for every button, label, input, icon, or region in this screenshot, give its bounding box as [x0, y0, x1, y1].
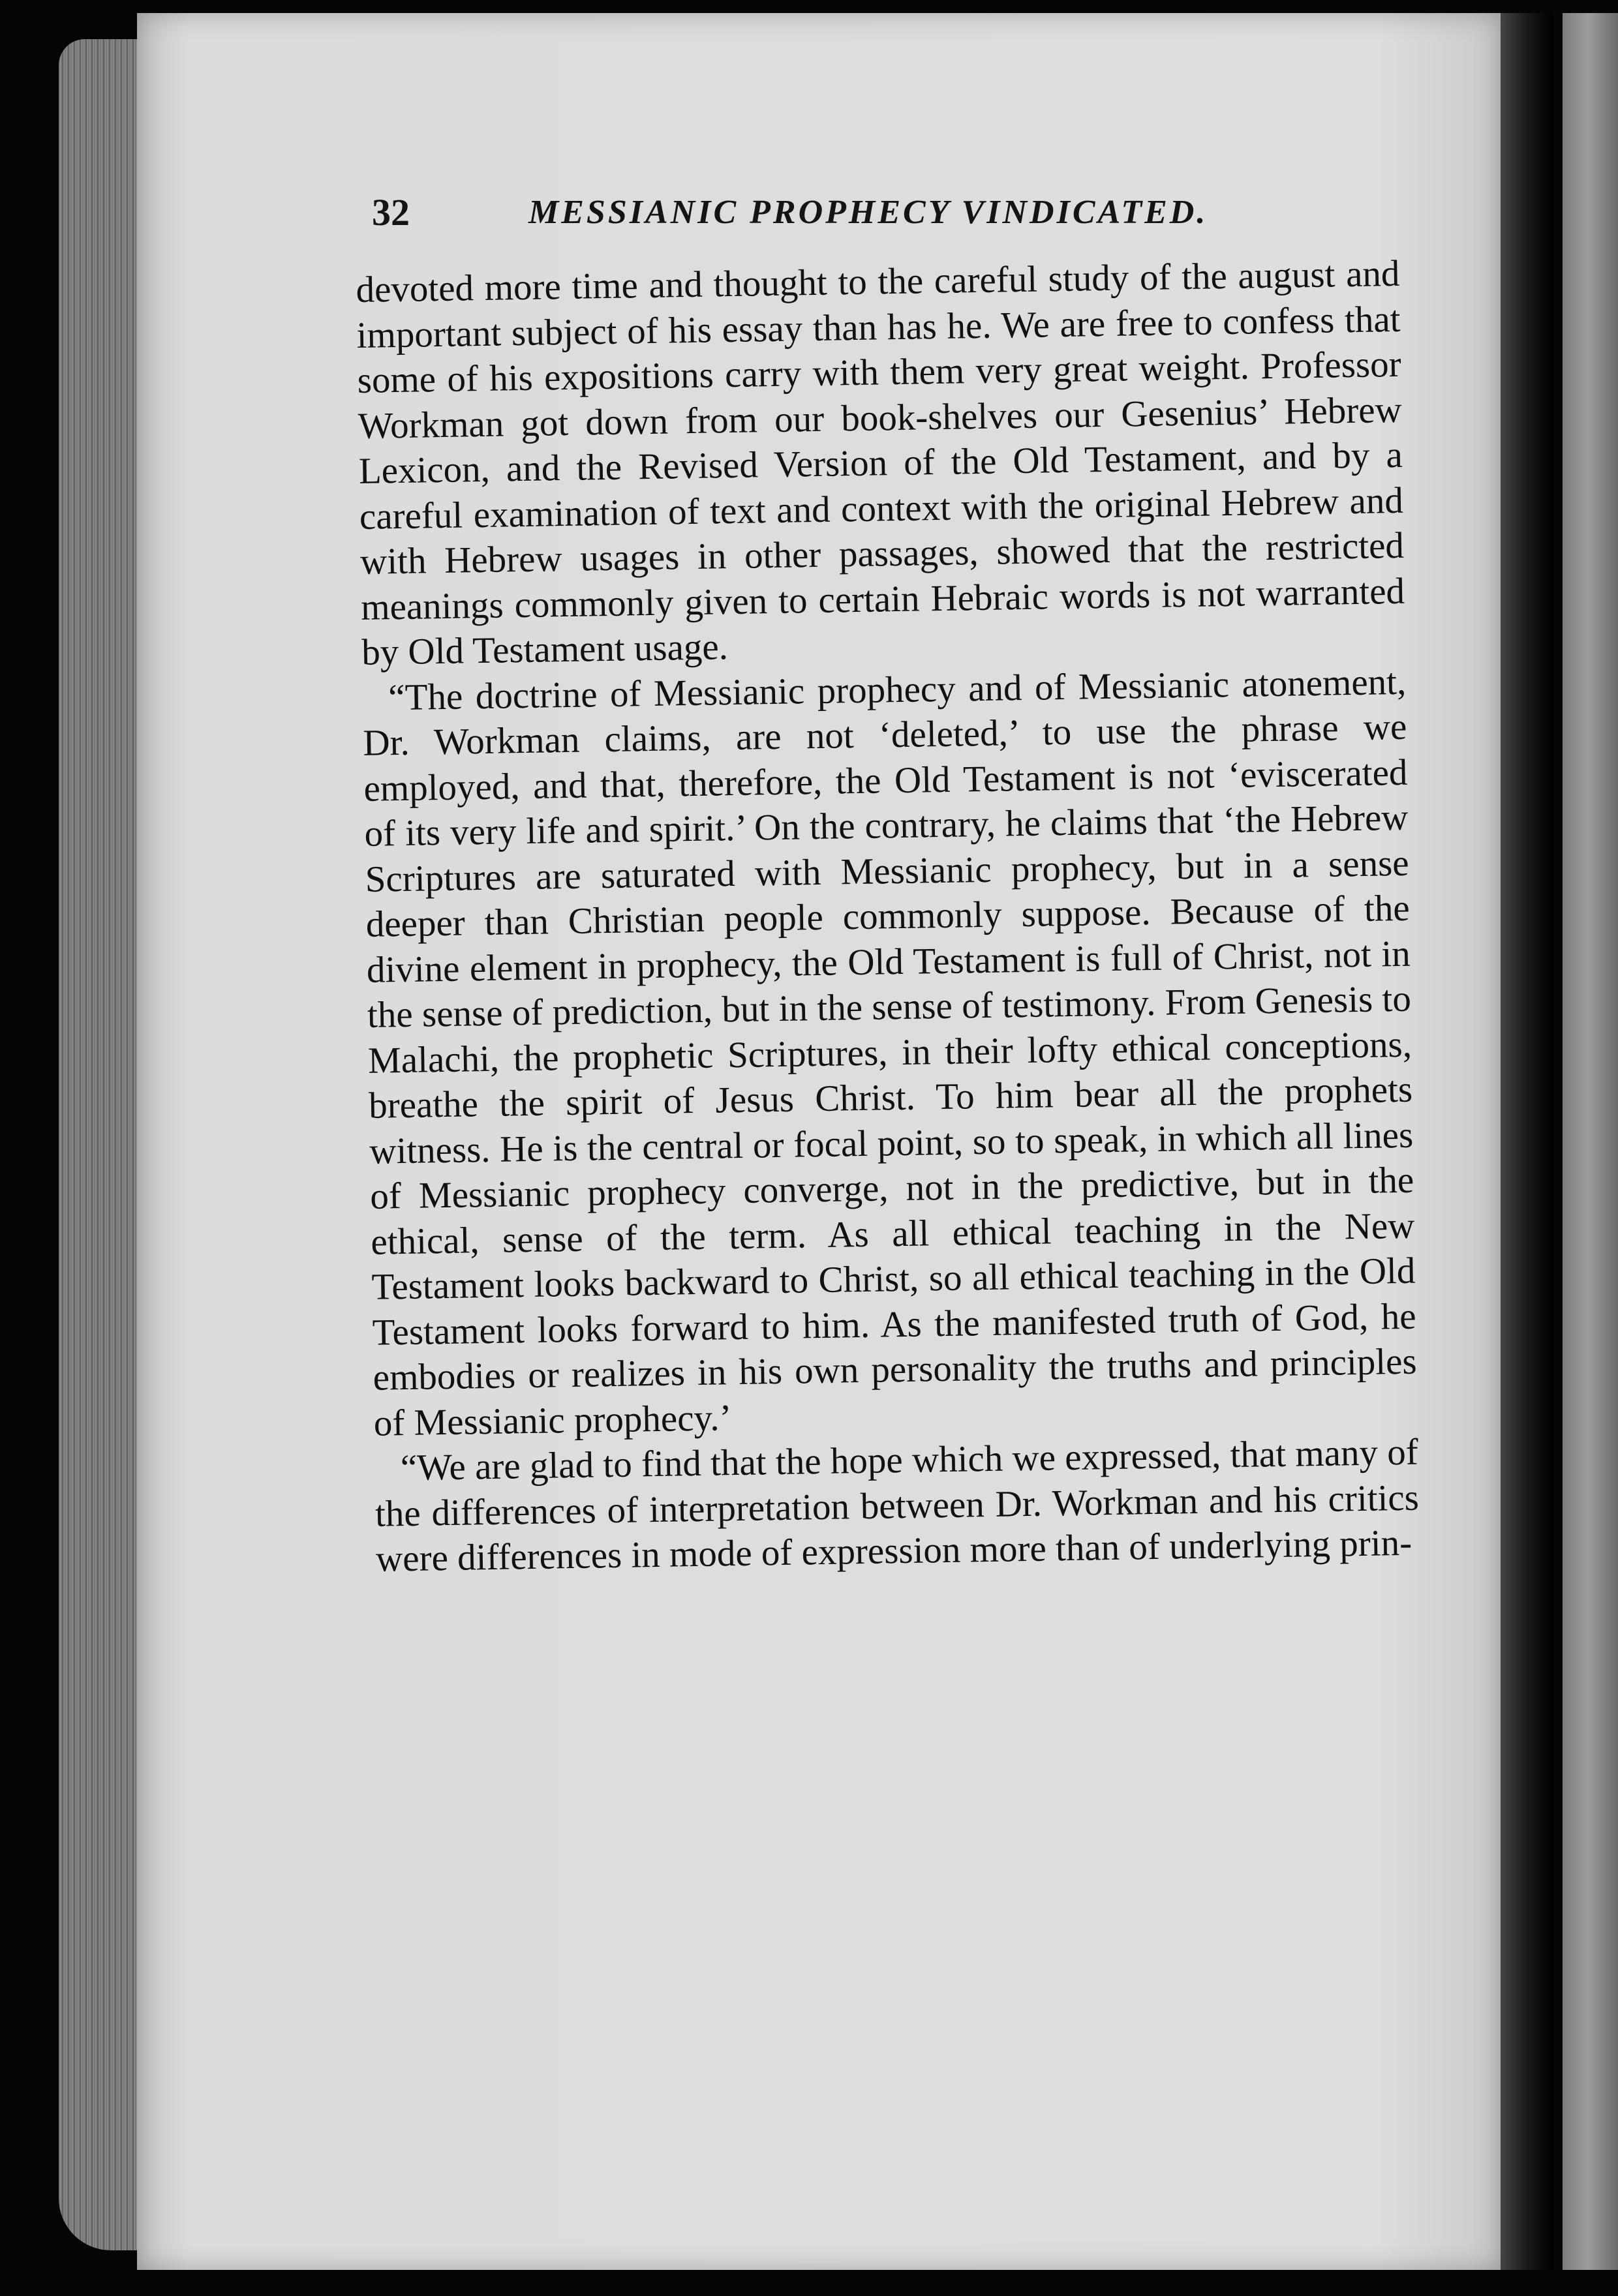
page-number: 32 [372, 191, 410, 234]
page-header [372, 190, 1298, 243]
paragraph-continued: devoted more time and thought to the careful study of the august and important subject of his essay than has he. We are free to confess that some of his expositions carry with them very great weight. Professor Workman got down from our book-shelves our Gesenius’ Hebrew Lexicon, and the Revised Version of the Old Testament, and by a careful examination of text and context with the original Hebrew and with Hebrew usages in other passages, showed that the restricted meanings commonly given to certain Hebraic words is not warranted by Old Testament usage. [356, 252, 1405, 673]
running-title: MESSIANIC PROPHECY VINDICATED. [528, 194, 1208, 231]
binding-gutter [1501, 13, 1553, 2270]
facing-page-edge [1563, 13, 1618, 2270]
paragraph-quote-workman: “The doctrine of Messianic prophecy and of Messianic atonement, Dr. Workman claims, are not ‘deleted,’ to use the phrase we employed, and that, therefore, the Old Testament is not ‘eviscerated of its very life and spirit.’ On the contrary, he claims that ‘the Hebrew Scriptures are saturated with Messianic prophecy, but in a sense deeper than Christian people commonly suppose. Because of the divine element in prophecy, the Old Testament is full of Christ, not in the sense of prediction, but in the sense of testimony. From Genesis to Malachi, the prophetic Scriptures, in their lofty ethical conceptions, breathe the spirit of Jesus Christ. To him bear all the prophets witness. He is the central or focal point, so to speak, in which all lines of Messianic prophecy converge, not in the predictive, but in the ethical, sense of the term. As all ethical teaching in the New Testament looks backward to Christ, so all ethical teaching in the Old Testament looks forward to him. As the manifested truth of God, he embodies or realizes in his own personality the truths and principles of Messianic prophecy.’ [362, 661, 1418, 1444]
paragraph-quote-hope: “We are glad to find that the hope which we expressed, that many of the differences of interpretation between Dr. Workman and his critics were differences in mode of expression more than of underlying prin- [374, 1431, 1420, 1580]
page-body [356, 251, 1420, 1582]
